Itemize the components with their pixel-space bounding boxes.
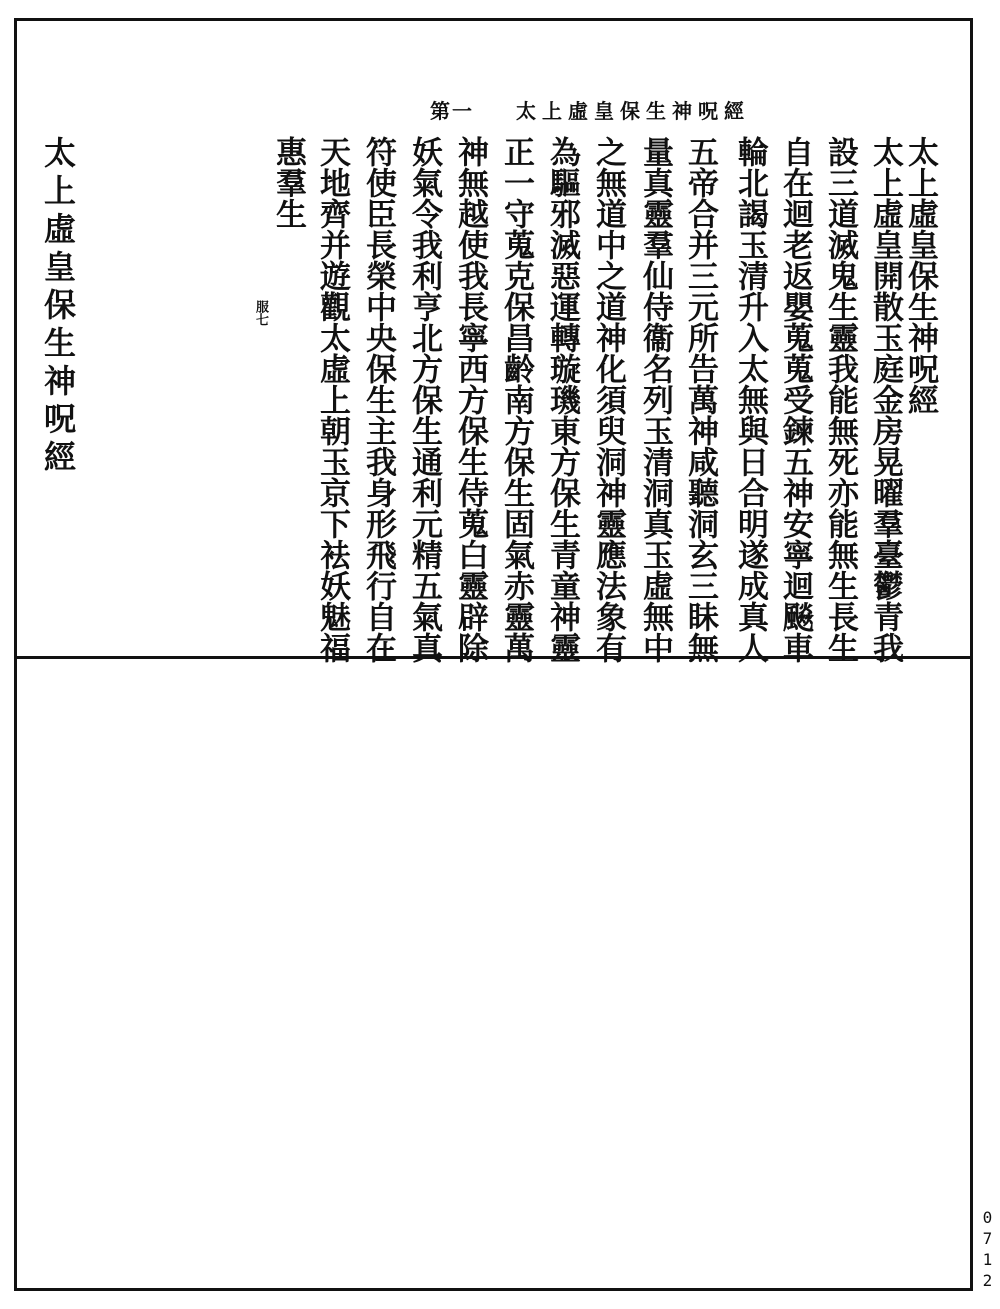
page-header [430, 94, 750, 124]
text-column: 設三道滅鬼生靈我能無死亦能無生長生 [822, 136, 858, 663]
side-title: 太上虛皇保生神呪經 [39, 136, 77, 478]
text-column: 輪北謁玉清升入太無與日合明遂成真人 [732, 136, 768, 663]
text-column: 太上虛皇開散玉庭金房晃曜羣臺鬱青我 [867, 136, 903, 663]
text-column: 天地齊并遊觀太虛上朝玉京下袪妖魅福 [314, 136, 350, 663]
text-column: 妖氣令我利亨北方保生通利元精五氣真 [406, 136, 442, 663]
text-column: 為驅邪滅惡運轉璇璣東方保生青童神靈 [544, 136, 580, 663]
header-title: 太上虛皇保生神呪經 [516, 98, 750, 123]
text-column: 自在迴老返嬰蒐蒐受鍊五神安寧迴飈車 [777, 136, 813, 663]
margin-note: 服七 [253, 300, 268, 326]
text-column: 之無道中之道神化須臾洞神靈應法象有 [590, 136, 626, 663]
text-column: 太上虛皇保生神呪經 [902, 136, 938, 415]
text-column: 神無越使我長寧西方保生侍蒐白靈辟除 [452, 136, 488, 663]
text-column: 正一守蒐克保昌齡南方保生固氣赤靈萬 [498, 136, 534, 663]
text-column: 五帝合并三元所告萬神咸聽洞玄三眛無 [682, 136, 718, 663]
text-column: 符使臣長榮中央保生主我身形飛行自在 [360, 136, 396, 663]
page-number: 0712 [978, 1208, 997, 1292]
header-page-label: 第一 [430, 98, 474, 123]
text-column: 惠羣生 [270, 136, 306, 229]
text-column: 量真靈羣仙侍衞名列玉清洞真玉虛無中 [637, 136, 673, 663]
